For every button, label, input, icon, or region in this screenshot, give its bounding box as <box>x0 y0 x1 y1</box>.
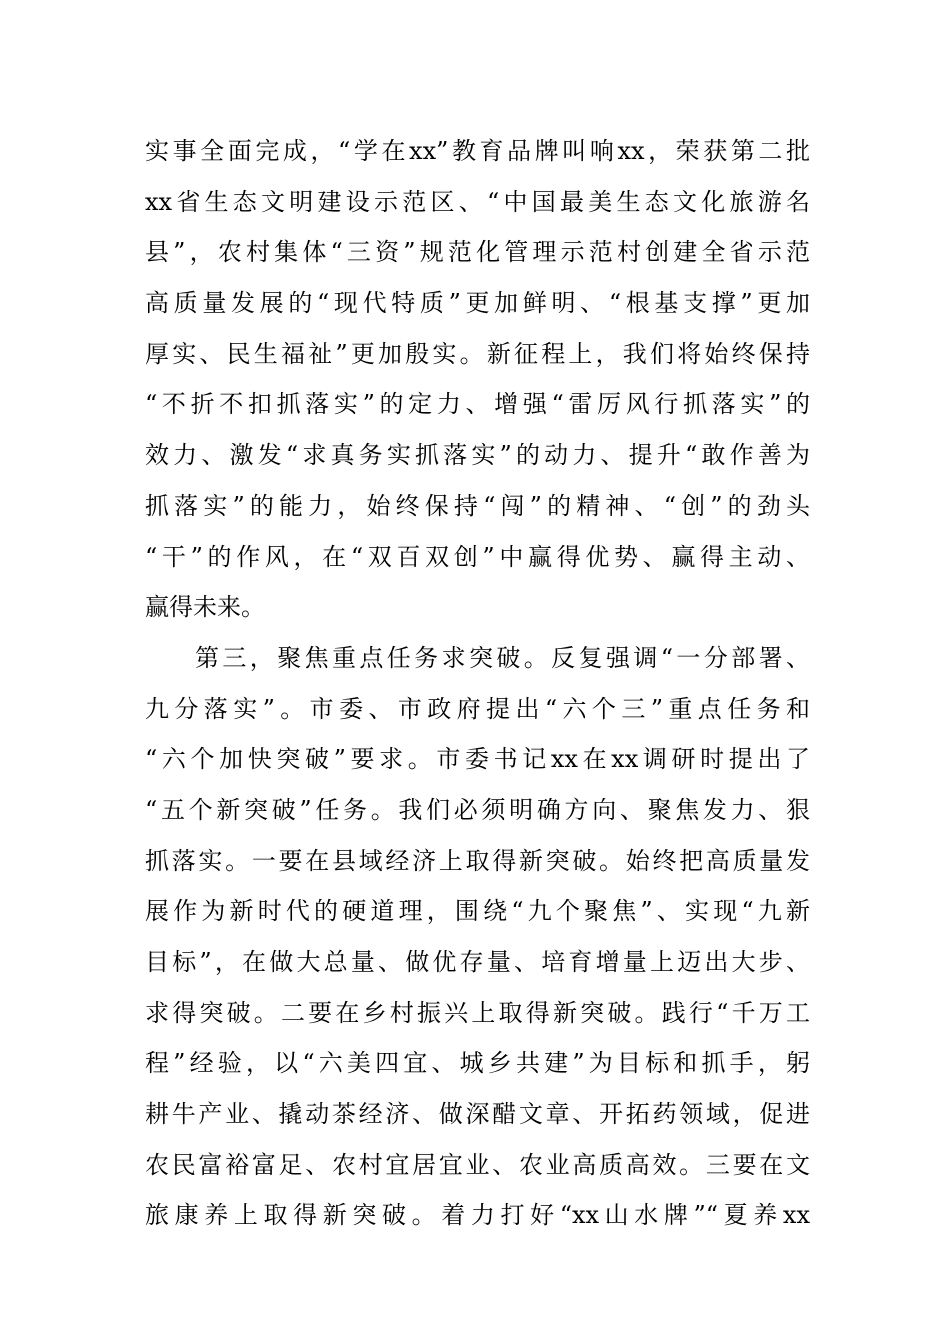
text-line: 求得突破。二要在乡村振兴上取得新突破。践行“千万工 <box>145 998 810 1027</box>
text-line: 效力、激发“求真务实抓落实”的动力、提升“敢作善为 <box>145 441 810 470</box>
text-line: 县”，农村集体“三资”规范化管理示范村创建全省示范 <box>145 238 810 267</box>
text-line: 耕牛产业、撬动茶经济、做深醋文章、开拓药领域，促进 <box>145 1100 810 1129</box>
paragraph-start-line: 第三，聚焦重点任务求突破。反复强调“一分部署、 <box>195 643 810 672</box>
text-line: 展作为新时代的硬道理，围绕“九个聚焦”、实现“九新 <box>145 897 810 926</box>
text-line: 高质量发展的“现代特质”更加鲜明、“根基支撑”更加 <box>145 289 810 318</box>
text-line: 抓落实。一要在县域经济上取得新突破。始终把高质量发 <box>145 846 810 875</box>
text-line: 农民富裕富足、农村宜居宜业、农业高质高效。三要在文 <box>145 1150 810 1179</box>
text-line: “不折不扣抓落实”的定力、增强“雷厉风行抓落实”的 <box>145 390 810 419</box>
body-text <box>145 126 810 1241</box>
text-line: xx省生态文明建设示范区、“中国最美生态文化旅游名 <box>145 187 810 216</box>
text-line: 抓落实”的能力，始终保持“闯”的精神、“创”的劲头 <box>145 491 810 520</box>
text-line: “干”的作风，在“双百双创”中赢得优势、赢得主动、 <box>145 542 810 571</box>
text-line: 九分落实”。市委、市政府提出“六个三”重点任务和 <box>145 694 810 723</box>
text-line: 厚实、民生福祉”更加殷实。新征程上，我们将始终保持 <box>145 339 810 368</box>
paragraph-end-line: 赢得未来。 <box>145 593 265 622</box>
text-line: “五个新突破”任务。我们必须明确方向、聚焦发力、狠 <box>145 795 810 824</box>
text-line: “六个加快突破”要求。市委书记xx在xx调研时提出了 <box>145 745 810 774</box>
text-line: 目标”，在做大总量、做优存量、培育增量上迈出大步、 <box>145 948 810 976</box>
text-line: 实事全面完成，“学在xx”教育品牌叫响xx，荣获第二批 <box>145 137 810 165</box>
text-line: 程”经验，以“六美四宜、城乡共建”为目标和抓手，躬 <box>145 1049 810 1078</box>
text-line: 旅康养上取得新突破。着力打好“xx山水牌”“夏养xx <box>145 1201 810 1230</box>
